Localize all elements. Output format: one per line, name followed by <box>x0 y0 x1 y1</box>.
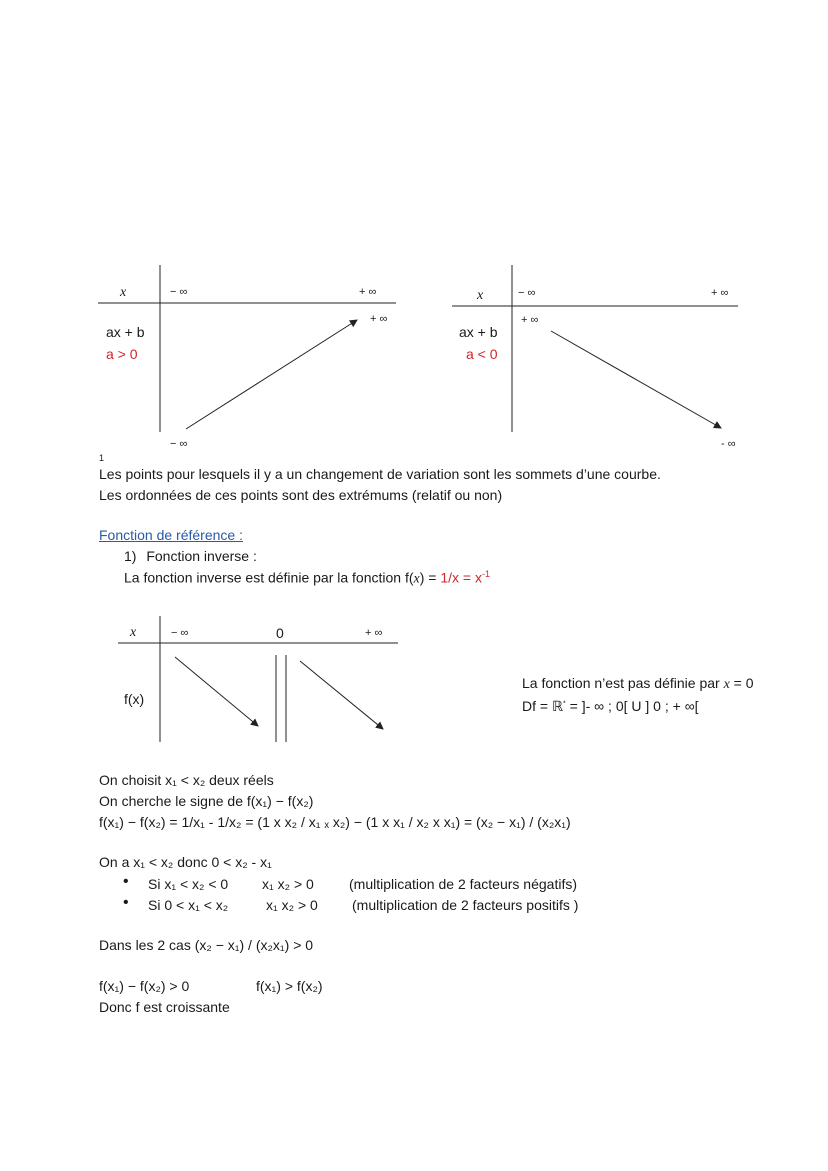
table2-plus-inf: + ∞ <box>711 287 729 299</box>
proof-search: On cherche le signe de f(x₁) − f(x₂) <box>99 793 314 809</box>
case2-product: x₁ x₂ > 0 <box>266 897 318 913</box>
table1-arrow <box>186 320 357 429</box>
proof-diff-sign: f(x₁) − f(x₂) > 0 <box>99 978 190 994</box>
proof-conclusion: Donc f est croissante <box>99 999 230 1015</box>
case1-condition: Si x₁ < x₂ < 0 <box>148 876 229 892</box>
reference-heading[interactable]: Fonction de référence : <box>99 527 243 543</box>
domain-note-line-1 <box>522 675 754 693</box>
proof-choose: On choisit x₁ < x₂ deux réels <box>99 772 274 788</box>
table2-row-label: ax + b <box>459 324 498 340</box>
table1-row-label: ax + b <box>106 324 145 340</box>
summary-line-2: Les ordonnées de ces points sont des extrémums (relatif ou non) <box>99 487 503 503</box>
definition-x: x <box>413 571 420 587</box>
domain-line2-star: * <box>563 700 566 708</box>
table3-x-label: x <box>130 625 137 640</box>
reference-definition <box>124 569 490 588</box>
table3-arrow-left <box>175 657 258 726</box>
summary-line-1: Les points pour lesquels il y a un changement de variation sont les sommets d’une courbe. <box>99 466 661 482</box>
case1-note: (multiplication de 2 facteurs négatifs) <box>349 876 577 892</box>
domain-line1-prefix: La fonction n’est pas définie par <box>522 675 724 691</box>
definition-mid: ) = <box>419 569 441 586</box>
domain-line1-x: x <box>723 677 730 692</box>
table1-condition: a > 0 <box>106 346 138 362</box>
bullet-2: • <box>123 894 129 911</box>
proof-equation: f(x₁) − f(x₂) = 1/x₁ - 1/x₂ = (1 x x₂ / x₁ ₓ x₂) − (1 x x₁ / x₂ x x₁) = (x₂ − x₁) / (x₂x₁) <box>99 814 571 830</box>
table2-minus-inf-value: - ∞ <box>721 438 736 450</box>
case1-product: x₁ x₂ > 0 <box>262 876 314 892</box>
domain-line1-suffix: = 0 <box>729 675 754 691</box>
table2-plus-inf-value: + ∞ <box>521 314 539 326</box>
table3-minus-inf: − ∞ <box>171 627 189 639</box>
table1-plus-inf-value: + ∞ <box>370 313 388 325</box>
reference-item-title: Fonction inverse : <box>146 548 257 564</box>
proof-compare: f(x₁) > f(x₂) <box>256 978 323 994</box>
table2-x-label: x <box>477 288 484 303</box>
definition-prefix: La fonction inverse est définie par la fonction f( <box>124 569 414 586</box>
domain-note-line-2 <box>522 698 699 715</box>
domain-line2-suffix: = ]- ∞ ; 0[ U ] 0 ; + ∞[ <box>565 698 699 714</box>
table3-arrow-right <box>300 661 383 729</box>
bullet-1: • <box>123 873 129 890</box>
table2-minus-inf: − ∞ <box>518 287 536 299</box>
case2-note: (multiplication de 2 facteurs positifs ) <box>352 897 579 913</box>
table3-row-label: f(x) <box>124 691 145 707</box>
table2-arrow <box>551 331 721 428</box>
table1-plus-inf: + ∞ <box>359 286 377 298</box>
reference-item <box>124 548 257 564</box>
domain-line2-prefix: Df = ℝ <box>522 698 564 714</box>
footnote-marker: 1 <box>99 453 105 463</box>
table1-minus-inf: − ∞ <box>170 286 188 298</box>
reference-item-number: 1) <box>124 548 137 564</box>
definition-red: 1/x = x <box>440 569 482 586</box>
definition-exponent: -1 <box>482 569 491 579</box>
proof-both-cases: Dans les 2 cas (x₂ − x₁) / (x₂x₁) > 0 <box>99 937 314 953</box>
table1-x-label: x <box>120 285 127 300</box>
case2-condition: Si 0 < x₁ < x₂ <box>148 897 229 913</box>
table3-zero: 0 <box>276 625 284 641</box>
table2-condition: a < 0 <box>466 346 498 362</box>
table1-minus-inf-value: − ∞ <box>170 438 188 450</box>
proof-so-line: On a x₁ < x₂ donc 0 < x₂ - x₁ <box>99 854 272 870</box>
table3-plus-inf: + ∞ <box>365 627 383 639</box>
